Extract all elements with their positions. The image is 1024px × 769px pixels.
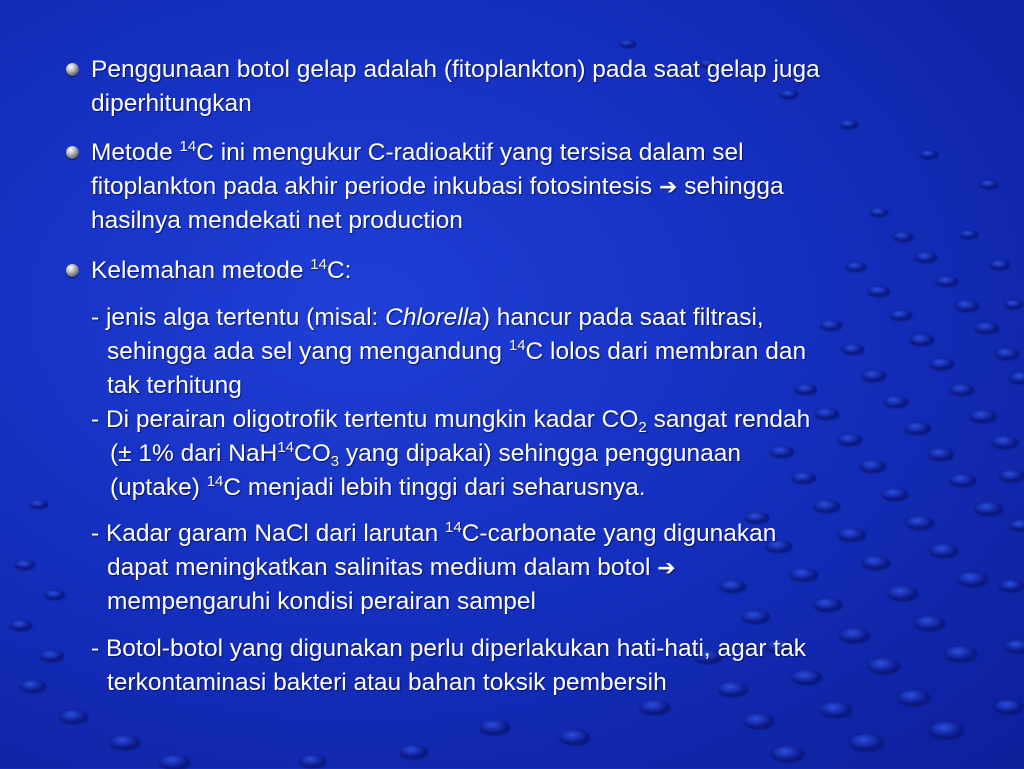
sub3-line3: mempengaruhi kondisi perairan sampel <box>107 588 536 615</box>
bullet-sphere-icon <box>66 146 79 159</box>
bullet-sphere-icon <box>66 264 79 277</box>
right-arrow-icon: ➔ <box>658 175 678 200</box>
bullet1-line2: diperhitungkan <box>91 90 252 117</box>
bullet-sphere-icon <box>66 63 79 76</box>
bullet2-line1: Metode $^{14}$C ini mengukur C-radioaktif yang tersisa dalam sel <box>91 138 744 166</box>
right-arrow-icon: ➔ <box>657 556 676 581</box>
bullet1-line1: Penggunaan botol gelap adalah (fitoplankton) pada saat gelap juga <box>91 56 820 83</box>
bullet3-line1: Kelemahan metode $^{14}$C: <box>91 256 352 284</box>
sub3-line2: dapat meningkatkan salinitas medium dalam botol ➔ <box>107 554 676 581</box>
sub2-line2: (± 1% dari $NaH^{14}CO_3$ yang dipakai) sehingga penggunaan <box>110 439 741 470</box>
sub3-line1: - Kadar garam NaCl dari larutan $^{14}$C-carbonate yang digunakan <box>91 519 777 547</box>
bullet2-line2: fitoplankton pada akhir periode inkubasi fotosintesis ➔ sehingga <box>91 173 784 200</box>
sub2-line3: (uptake) $^{14}$C menjadi lebih tinggi dari seharusnya. <box>110 473 646 501</box>
sub2-line1: - Di perairan oligotrofik tertentu mungkin kadar $CO_2$ sangat rendah <box>91 406 811 436</box>
sub1-line1: - jenis alga tertentu (misal: Chlorella) hancur pada saat filtrasi, <box>91 304 764 331</box>
sub1-line3: tak terhitung <box>107 372 242 399</box>
sub4-line1: - Botol-botol yang digunakan perlu diperlakukan hati-hati, agar tak <box>91 635 807 662</box>
sub1-line2: sehingga ada sel yang mengandung $^{14}$C lolos dari membran dan <box>107 337 807 365</box>
sub4-line2: terkontaminasi bakteri atau bahan toksik pembersih <box>107 669 667 696</box>
bullet2-line3: hasilnya mendekati net production <box>91 207 463 234</box>
